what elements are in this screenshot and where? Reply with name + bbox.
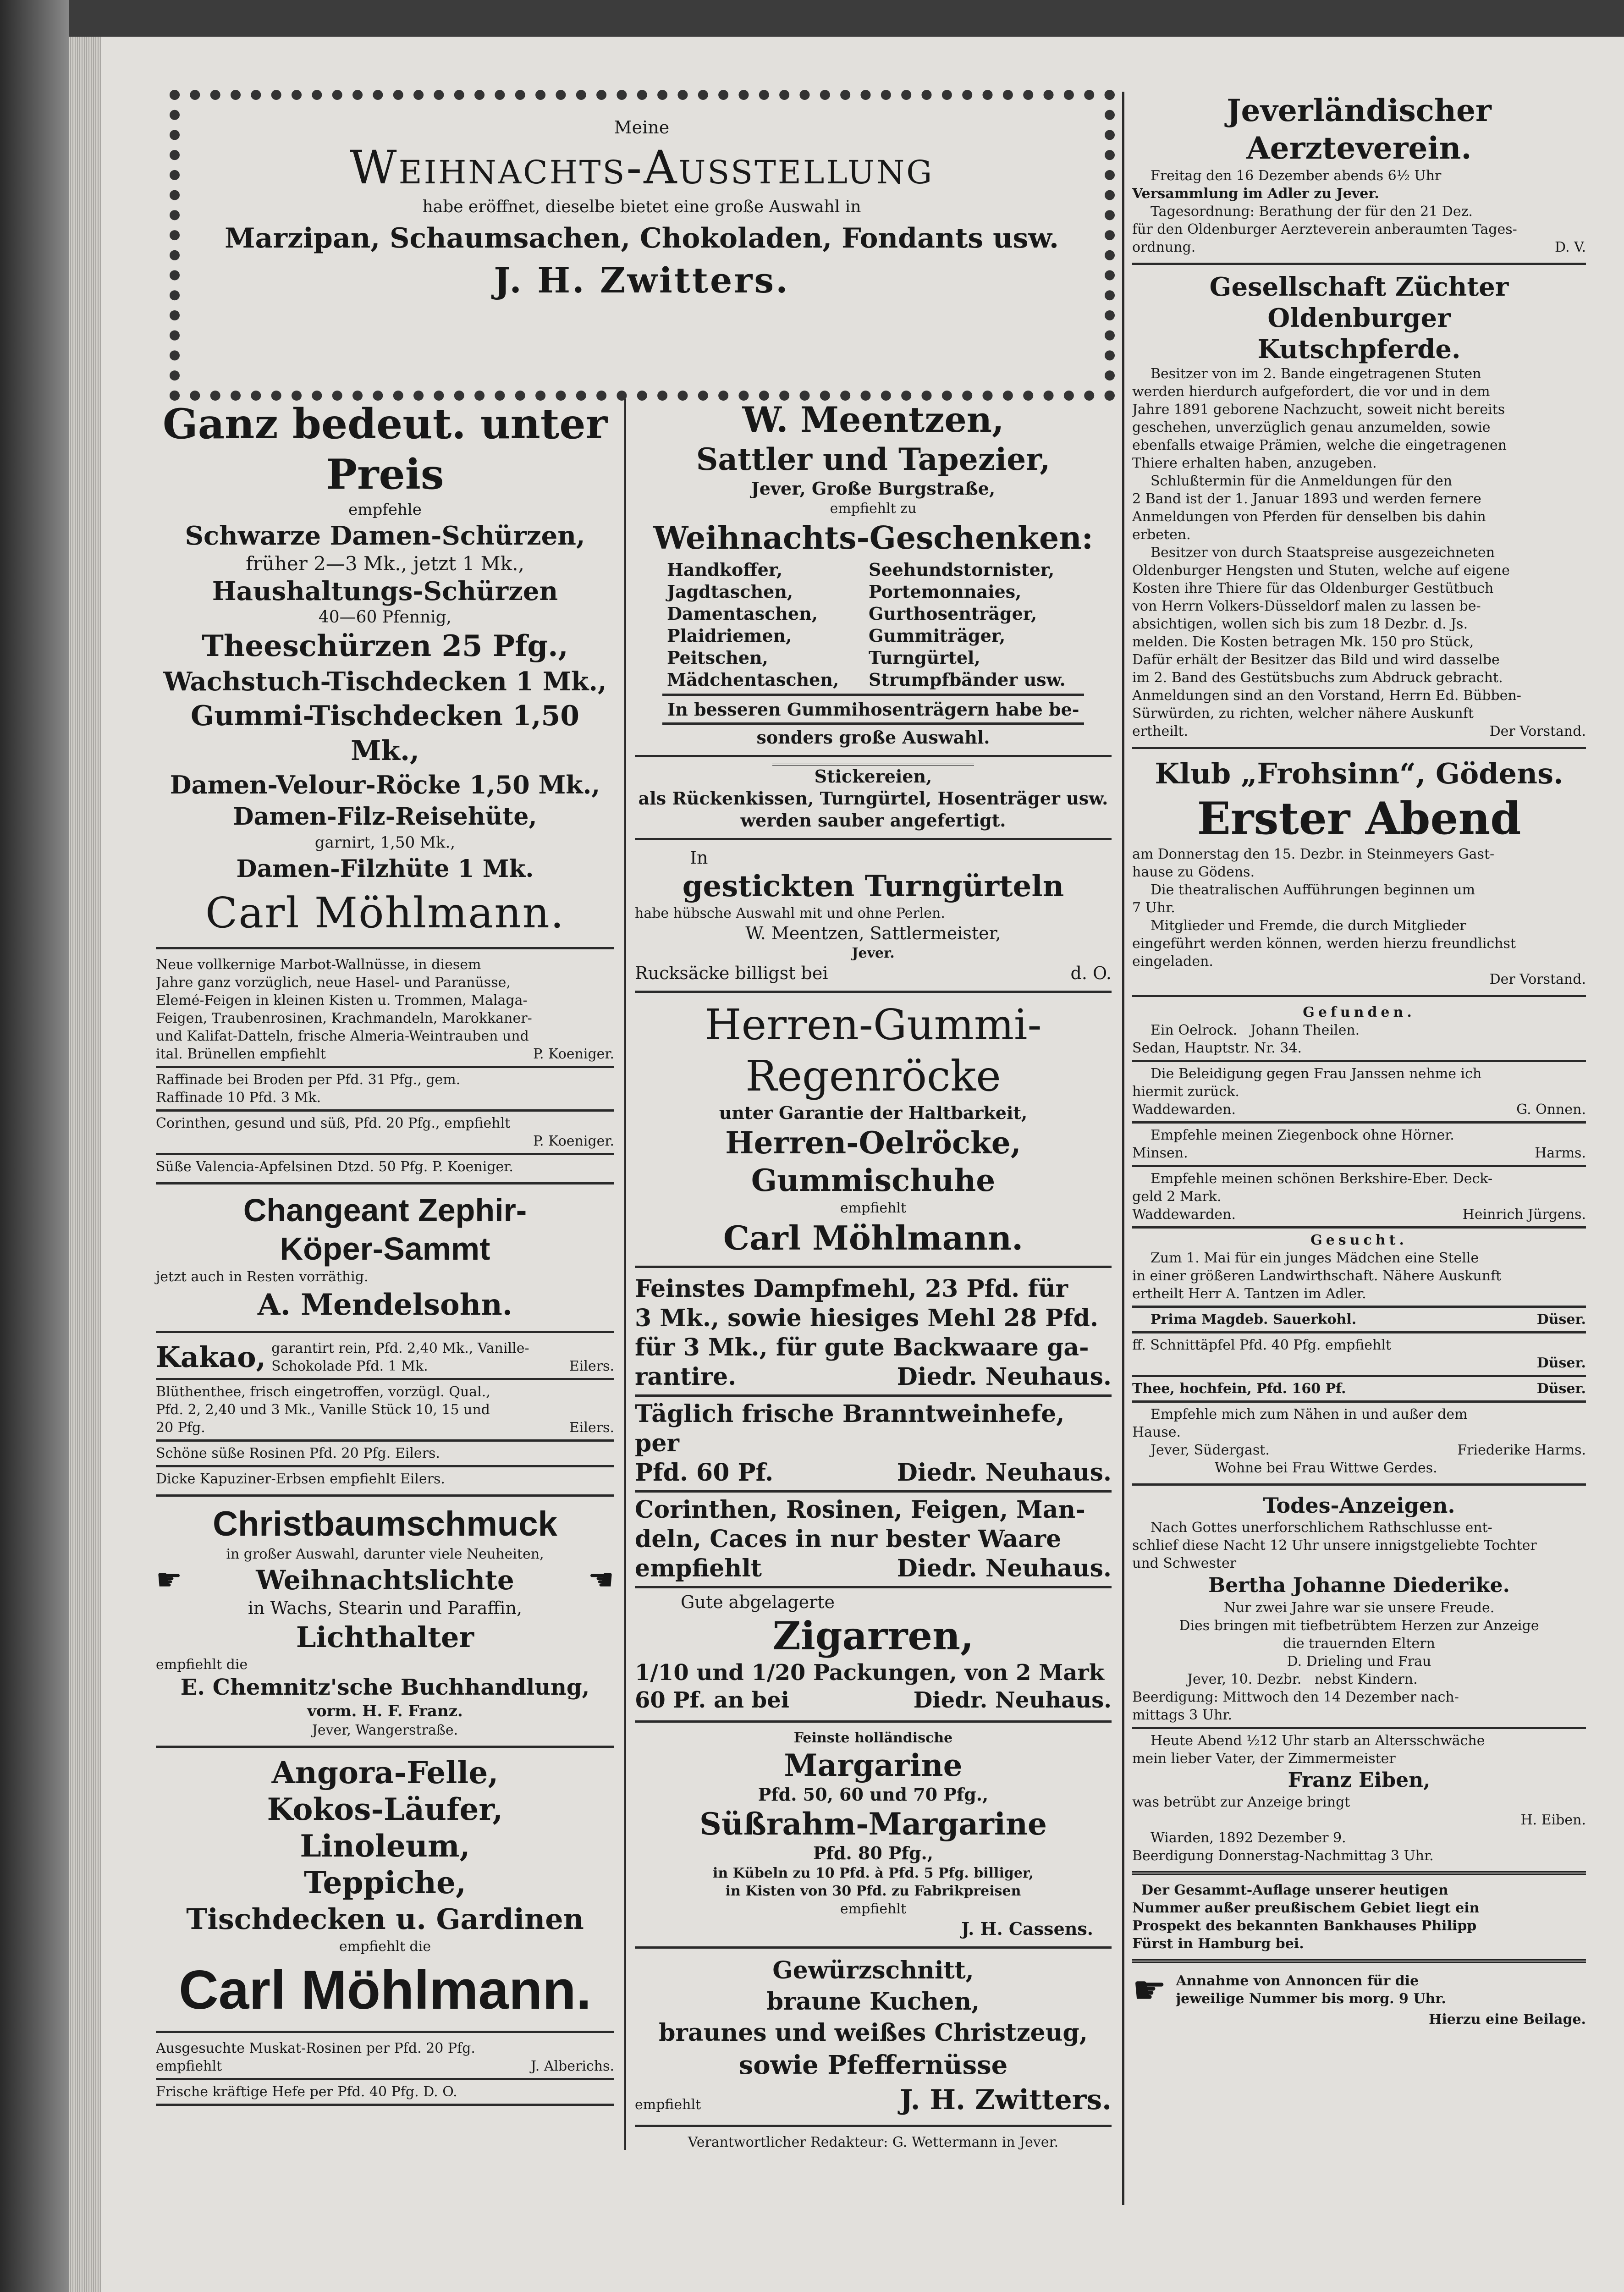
text-line: Jever, Südergast. Friederike Harms. bbox=[1151, 1442, 1586, 1458]
text-line: Rucksäcke billigst bei d. O. bbox=[635, 963, 1112, 983]
ausstellung-title: Weihnachts-Ausstellung bbox=[349, 141, 934, 194]
ad-headline: Herren-Gummi- bbox=[705, 1000, 1042, 1049]
signature: Diedr. Neuhaus. bbox=[913, 1687, 1112, 1713]
text-line: Jever, 10. Dezbr. nebst Kindern. bbox=[1187, 1671, 1418, 1687]
text-line: Raffinade bei Broden per Pfd. 31 Pfg., gem. bbox=[156, 1072, 461, 1088]
text-line: empfiehlt zu bbox=[830, 501, 917, 517]
text-line: und Schwester bbox=[1132, 1555, 1237, 1571]
ad-item: Kakao, bbox=[156, 1340, 266, 1374]
text-line: Prima Magdeb. Sauerkohl. Düser. bbox=[1151, 1311, 1586, 1328]
text-line: von Herrn Volkers-Düsseldorf malen zu lassen be- bbox=[1132, 598, 1481, 614]
ad-item: Tischdecken u. Gardinen bbox=[186, 1902, 584, 1936]
text-line: eingeführt werden können, werden hierzu freundlichst bbox=[1132, 936, 1516, 952]
ad-item: Sattler und Tapezier, bbox=[696, 441, 1051, 477]
page-edges bbox=[69, 37, 101, 2292]
text-line: schlief diese Nacht 12 Uhr unsere innigstgeliebte Tochter bbox=[1132, 1537, 1537, 1554]
list-item: Handkoffer, bbox=[667, 559, 783, 580]
text-line: Hause. bbox=[1132, 1424, 1181, 1440]
text-line: 1/10 und 1/20 Packungen, von 2 Mark bbox=[635, 1660, 1104, 1686]
text-line: eingeladen. bbox=[1132, 953, 1213, 970]
text-line: In besseren Gummihosenträgern habe be- bbox=[667, 699, 1079, 720]
text-line: Jahre 1891 geborene Nachzucht, soweit nicht bereits bbox=[1132, 402, 1505, 418]
text-line: 20 Pfg. Eilers. bbox=[156, 1420, 614, 1436]
annahme-notice bbox=[1132, 1969, 1586, 2011]
text-line: Prospekt des bekannten Bankhauses Philipp bbox=[1132, 1918, 1477, 1934]
signature: Düser. bbox=[1536, 1381, 1586, 1397]
column-rule bbox=[1122, 92, 1124, 2205]
text-line: unter Garantie der Haltbarkeit, bbox=[719, 1102, 1028, 1123]
text-line: Dicke Kapuziner-Erbsen empfiehlt Eilers. bbox=[156, 1471, 445, 1487]
ad-item: Linoleum, bbox=[300, 1828, 470, 1864]
text-line: Annahme von Annoncen für die bbox=[1176, 1973, 1419, 1989]
text-line: Dafür erhält der Besitzer das Bild und wird dasselbe bbox=[1132, 652, 1500, 668]
ad-item: braune Kuchen, bbox=[766, 1988, 980, 2016]
firm-name: E. Chemnitz'sche Buchhandlung, bbox=[180, 1675, 590, 1700]
text-line: Nach Gottes unerforschlichem Rathschlusse ent- bbox=[1151, 1520, 1492, 1536]
text-line: mittags 3 Uhr. bbox=[1132, 1707, 1232, 1723]
text-line: mein lieber Vater, der Zimmermeister bbox=[1132, 1751, 1396, 1767]
text-line: hause zu Gödens. bbox=[1132, 864, 1255, 880]
signature: D. V. bbox=[1554, 239, 1586, 255]
signature: Harms. bbox=[1535, 1145, 1586, 1161]
text-line: Empfehle meinen Ziegenbock ohne Hörner. bbox=[1151, 1127, 1454, 1143]
text-line: Empfehle mich zum Nähen in und außer dem bbox=[1151, 1406, 1468, 1422]
firm-name: J. H. Zwitters. bbox=[494, 260, 790, 301]
text-line: Jever. bbox=[852, 945, 895, 961]
text-line: Freitag den 16 Dezember abends 6½ Uhr bbox=[1151, 168, 1442, 184]
text-line: ebenfalls etwaige Prämien, welche die eingetragenen bbox=[1132, 437, 1507, 453]
kakao-ad bbox=[156, 1339, 614, 1375]
list-item: Portemonnaies, bbox=[869, 581, 1022, 602]
text-line: Pfd. 60 Pf. Diedr. Neuhaus. bbox=[635, 1459, 1112, 1487]
ad-item: Zigarren, bbox=[772, 1613, 974, 1658]
ad-item: Theeschürzen 25 Pfg., bbox=[202, 629, 568, 663]
text-line: Zum 1. Mai für ein junges Mädchen eine Stelle bbox=[1151, 1250, 1479, 1266]
text-line: Jahre ganz vorzüglich, neue Hasel- und Paranüsse, bbox=[156, 975, 511, 991]
list-item: Plaidriemen, bbox=[667, 625, 792, 646]
ad-headline: Christbaumschmuck bbox=[213, 1504, 557, 1543]
ad-item: Gummi-Tischdecken 1,50 Mk., bbox=[190, 700, 580, 767]
right-column bbox=[1132, 92, 1586, 2028]
text-line: Mitglieder und Fremde, die durch Mitglieder bbox=[1151, 918, 1466, 934]
text-line: Schlußtermin für die Anmeldungen für den bbox=[1151, 473, 1453, 489]
list-item: Gummiträger, bbox=[869, 625, 1006, 646]
text-line: Frische kräftige Hefe per Pfd. 40 Pfg. D. O. bbox=[156, 2084, 457, 2100]
signature: D. Drieling und Frau bbox=[1287, 1653, 1431, 1669]
text-line: Tagesordnung: Berathung der für den 21 Dez. bbox=[1151, 204, 1473, 220]
text-line: jetzt auch in Resten vorräthig. bbox=[156, 1269, 369, 1285]
text-line: sonders große Auswahl. bbox=[756, 727, 990, 748]
text-line: und Kalifat-Datteln, frische Almeria-Weintrauben und bbox=[156, 1028, 529, 1044]
text-line: absichtigen, wollen sich bis zum 18 Dezbr. d. Js. bbox=[1132, 616, 1468, 632]
text-line: empfiehlt J. H. Zwitters. bbox=[635, 2082, 1112, 2118]
ad-item: Schwarze Damen-Schürzen, bbox=[185, 521, 585, 551]
ad-item: gestickten Turngürteln bbox=[682, 869, 1064, 904]
ad-item: Haushaltungs-Schürzen bbox=[212, 576, 558, 606]
firm-name: A. Mendelsohn. bbox=[257, 1288, 513, 1322]
text-line: Stickereien, bbox=[772, 764, 974, 788]
signature: H. Eiben. bbox=[1520, 1812, 1586, 1828]
text-line: Besitzer von durch Staatspreise ausgezeichneten bbox=[1151, 545, 1495, 561]
text-line: Kosten ihre Thiere für das Oldenburger Gestütbuch bbox=[1132, 580, 1494, 596]
signature: Diedr. Neuhaus. bbox=[897, 1554, 1112, 1582]
text-line: erbeten. bbox=[1132, 527, 1191, 543]
text-line: was betrübt zur Anzeige bringt bbox=[1132, 1794, 1350, 1810]
ad-item: Damen-Filz-Reisehüte, bbox=[233, 803, 537, 831]
text-line: Nummer außer preußischem Gebiet liegt ein bbox=[1132, 1900, 1480, 1916]
text-line: ff. Schnittäpfel Pfd. 40 Pfg. empfiehlt bbox=[1132, 1337, 1392, 1353]
signature: J. H. Cassens. bbox=[961, 1918, 1093, 1939]
signature: G. Onnen. bbox=[1516, 1102, 1586, 1118]
text-line: Oldenburger Hengsten und Stuten, welche auf eigene bbox=[1132, 562, 1510, 579]
list-item: Gurthosenträger, bbox=[869, 603, 1037, 624]
list-item: Strumpfbänder usw. bbox=[869, 669, 1066, 690]
text-line: für 3 Mk., für gute Backwaare ga- bbox=[635, 1333, 1089, 1361]
text-line: Schokolade Pfd. 1 Mk. Eilers. bbox=[271, 1358, 614, 1374]
text-line: im 2. Band des Gestütsbuchs zum Abdruck gebracht. bbox=[1132, 670, 1503, 686]
signature: W. Meentzen, Sattlermeister, bbox=[745, 923, 1001, 943]
text-line: als Rückenkissen, Turngürtel, Hosenträger usw. bbox=[638, 788, 1108, 809]
signature: Düser. bbox=[1536, 1355, 1586, 1371]
firm-name: vorm. H. F. Franz. bbox=[307, 1702, 463, 1720]
text-line: werden sauber angefertigt. bbox=[740, 810, 1006, 831]
text-line: in großer Auswahl, darunter viele Neuheiten, bbox=[226, 1546, 544, 1562]
text-line: 7 Uhr. bbox=[1132, 900, 1175, 916]
text-line: Minsen. Harms. bbox=[1132, 1145, 1586, 1161]
text-line: garantirt rein, Pfd. 2,40 Mk., Vanille- bbox=[271, 1340, 529, 1356]
pointing-hand-right-icon: ☛ bbox=[156, 1563, 182, 1597]
deceased-name: Franz Eiben, bbox=[1288, 1769, 1431, 1792]
ad-text: empfehle bbox=[348, 501, 422, 519]
text-line: Elemé-Feigen in kleinen Kisten u. Trommen, Malaga- bbox=[156, 992, 528, 1008]
text-line: Hierzu eine Beilage. bbox=[1429, 2011, 1586, 2028]
text-line: Neue vollkernige Marbot-Wallnüsse, in diesem bbox=[156, 957, 481, 973]
list-item: Seehundstornister, bbox=[869, 559, 1055, 580]
text-line: empfiehlt die bbox=[339, 1939, 431, 1955]
text-line: Feinste holländische bbox=[793, 1730, 953, 1746]
item-list bbox=[635, 559, 1112, 691]
text-line: In bbox=[690, 848, 708, 868]
signature: d. O. bbox=[1070, 963, 1112, 983]
text-line: Dies bringen mit tiefbetrübtem Herzen zur Anzeige bbox=[1179, 1618, 1539, 1634]
ad-item: Wachstuch-Tischdecken 1 Mk., bbox=[163, 667, 607, 697]
text-line: in einer größeren Landwirthschaft. Nähere Auskunft bbox=[1132, 1268, 1502, 1284]
ad-item: Teppiche, bbox=[303, 1865, 467, 1901]
signature: Düser. bbox=[1536, 1311, 1586, 1328]
signature: P. Koeniger. bbox=[533, 1133, 614, 1149]
signature: Der Vorstand. bbox=[1489, 723, 1586, 739]
firm-name: Carl Möhlmann. bbox=[178, 1959, 592, 2021]
text-line: 2 Band ist der 1. Januar 1893 und werden fernere bbox=[1132, 491, 1481, 507]
column-rule bbox=[624, 399, 626, 2150]
ad-headline: Regenröcke bbox=[745, 1052, 1001, 1101]
text-line: Pfd. 2, 2,40 und 3 Mk., Vanille Stück 10, 15 und bbox=[156, 1402, 490, 1418]
text-line: Wiarden, 1892 Dezember 9. bbox=[1151, 1830, 1346, 1846]
text-line: Wohne bei Frau Wittwe Gerdes. bbox=[1215, 1460, 1437, 1476]
text-line: in Kübeln zu 10 Pfd. à Pfd. 5 Pfg. billiger, bbox=[713, 1865, 1034, 1881]
list-item: Damentaschen, bbox=[667, 603, 818, 624]
text-line: Süße Valencia-Apfelsinen Dtzd. 50 Pfg. P. Koeniger. bbox=[156, 1159, 513, 1175]
text-line: am Donnerstag den 15. Dezbr. in Steinmeyers Gast- bbox=[1132, 846, 1495, 862]
text-line: empfiehlt bbox=[840, 1200, 907, 1216]
ad-item: Gummischuhe bbox=[751, 1163, 996, 1198]
text-line: jeweilige Nummer bis morg. 9 Uhr. bbox=[1176, 1991, 1446, 2007]
firm-name: W. Meentzen, bbox=[742, 399, 1004, 440]
text-line: hiermit zurück. bbox=[1132, 1084, 1239, 1100]
text-line: geld 2 Mark. bbox=[1132, 1189, 1222, 1205]
text-line: Jever, Große Burgstraße, bbox=[751, 478, 996, 499]
text-line: für den Oldenburger Aerzteverein anberaumten Tages- bbox=[1132, 221, 1517, 237]
signature: Eilers. bbox=[569, 1420, 614, 1436]
signature: Heinrich Jürgens. bbox=[1462, 1207, 1586, 1223]
text-line: habe hübsche Auswahl mit und ohne Perlen. bbox=[635, 905, 945, 921]
text-line: Pfd. 80 Pfg., bbox=[813, 1843, 933, 1863]
list-item: Jagdtaschen, bbox=[667, 581, 793, 602]
left-column bbox=[156, 399, 614, 2109]
ad-item: Kokos-Läufer, bbox=[267, 1791, 503, 1827]
text-line: Anmeldungen sind an den Vorstand, Herrn Ed. Bübben- bbox=[1132, 688, 1521, 704]
text-line: Anmeldungen von Pferden für denselben bis dahin bbox=[1132, 509, 1486, 525]
signature: Der Vorstand. bbox=[1489, 971, 1586, 987]
ad-headline: Köper-Sammt bbox=[280, 1231, 490, 1267]
text-line: ertheilt Herr A. Tantzen im Adler. bbox=[1132, 1286, 1366, 1302]
text-line: Feigen, Traubenrosinen, Krachmandeln, Marokkaner- bbox=[156, 1010, 532, 1026]
ad-headline: Gesellschaft Züchter Oldenburger bbox=[1209, 272, 1509, 333]
firm-name: Carl Möhlmann. bbox=[723, 1218, 1024, 1257]
text-line: Pfd. 50, 60 und 70 Pfg., bbox=[758, 1784, 989, 1805]
text-line: deln, Caces in nur bester Waare bbox=[635, 1525, 1062, 1553]
text-line: Die Beleidigung gegen Frau Janssen nehme ich bbox=[1151, 1066, 1482, 1082]
text-line: Jever, Wangerstraße. bbox=[312, 1722, 458, 1738]
pointing-hand-right-icon: ☛ bbox=[1132, 1967, 1167, 2012]
ad-item: Margarine bbox=[784, 1747, 963, 1783]
text-line: Sürwürden, zu richten, welcher nähere Auskunft bbox=[1132, 705, 1474, 722]
ad-item: Damen-Filzhüte 1 Mk. bbox=[236, 855, 534, 883]
ad-item: Herren-Oelröcke, bbox=[725, 1125, 1021, 1161]
text-line: Der Gesammt-Auflage unserer heutigen bbox=[1141, 1882, 1448, 1898]
text-line: Sedan, Hauptstr. Nr. 34. bbox=[1132, 1040, 1302, 1056]
text-line: in Wachs, Stearin und Paraffin, bbox=[248, 1598, 523, 1618]
text-line: Heute Abend ½12 Uhr starb an Altersschwäche bbox=[1151, 1733, 1485, 1749]
text-line: Ausgesuchte Muskat-Rosinen per Pfd. 20 Pfg. bbox=[156, 2040, 475, 2056]
section-heading: Todes-Anzeigen. bbox=[1263, 1493, 1455, 1518]
ad-text: früher 2—3 Mk., jetzt 1 Mk., bbox=[246, 552, 524, 575]
ad-headline: Kutschpferde. bbox=[1257, 334, 1461, 364]
text-line: die trauernden Eltern bbox=[1283, 1636, 1435, 1652]
text-line: in Kisten von 30 Pfd. zu Fabrikpreisen bbox=[725, 1883, 1021, 1899]
signature: P. Koeniger. bbox=[533, 1046, 614, 1062]
ad-item: Süßrahm-Margarine bbox=[699, 1806, 1047, 1842]
signature: Diedr. Neuhaus. bbox=[897, 1363, 1112, 1391]
section-heading: Gefunden. bbox=[1303, 1004, 1415, 1020]
text-line: ertheilt. Der Vorstand. bbox=[1132, 723, 1586, 739]
text-line: Gute abgelagerte bbox=[681, 1592, 835, 1612]
text-line: Beerdigung: Mittwoch den 14 Dezember nach- bbox=[1132, 1689, 1459, 1705]
ad-headline: Jeverländischer Aerzteverein. bbox=[1227, 93, 1492, 166]
text-line: 3 Mk., sowie hiesiges Mehl 28 Pfd. bbox=[635, 1304, 1099, 1332]
text-line: Thiere erhalten haben, anzugeben. bbox=[1132, 455, 1377, 471]
book-binding bbox=[0, 0, 69, 2292]
list-item: Peitschen, bbox=[667, 647, 768, 668]
ad-item: sowie Pfeffernüsse bbox=[738, 2050, 1008, 2080]
ad-item: Weihnachtslichte bbox=[256, 1565, 514, 1596]
text-line: Versammlung im Adler zu Jever. bbox=[1132, 186, 1379, 202]
deceased-name: Bertha Johanne Diederike. bbox=[1208, 1574, 1510, 1597]
text-line: 60 Pf. an bei Diedr. Neuhaus. bbox=[635, 1687, 1112, 1713]
text-line: Feinstes Dampfmehl, 23 Pfd. für bbox=[635, 1275, 1068, 1303]
text-line: empfiehlt J. Alberichs. bbox=[156, 2058, 614, 2074]
signature: J. H. Zwitters. bbox=[899, 2084, 1112, 2116]
text-line: Besitzer von im 2. Bande eingetragenen Stuten bbox=[1151, 366, 1481, 382]
text-line: Raffinade 10 Pfd. 3 Mk. bbox=[156, 1090, 321, 1106]
text-line: geschehen, unverzüglich genau anzumelden, sowie bbox=[1132, 419, 1491, 435]
text-line: ital. Brünellen empfiehlt P. Koeniger. bbox=[156, 1046, 614, 1062]
ad-text: garnirt, 1,50 Mk., bbox=[314, 833, 456, 852]
text-line: Blüthenthee, frisch eingetroffen, vorzügl. Qual., bbox=[156, 1384, 490, 1400]
text-line: Fürst in Hamburg bei. bbox=[1132, 1936, 1304, 1952]
text-line: empfiehlt die bbox=[156, 1657, 248, 1673]
ad-headline: Klub „Frohsinn“, Gödens. bbox=[1155, 757, 1563, 790]
firm-name: Carl Möhlmann. bbox=[205, 888, 565, 937]
text-line: Corinthen, gesund und süß, Pfd. 20 Pfg., empfiehlt bbox=[156, 1115, 511, 1131]
ad-headline: Ganz bedeut. unter Preis bbox=[162, 400, 608, 499]
text-line: Schöne süße Rosinen Pfd. 20 Pfg. Eilers. bbox=[156, 1445, 440, 1461]
meine-label: Meine bbox=[614, 117, 670, 138]
ad-item: Lichthalter bbox=[296, 1620, 474, 1654]
ad-headline: Changeant Zephir- bbox=[243, 1192, 527, 1228]
text-line: werden hierdurch aufgefordert, die vor und in dem bbox=[1132, 384, 1490, 400]
pointing-hand-left-icon: ☚ bbox=[588, 1563, 614, 1597]
text-line: Nur zwei Jahre war sie unsere Freude. bbox=[1223, 1600, 1495, 1616]
text-line: rantire. Diedr. Neuhaus. bbox=[635, 1363, 1112, 1391]
text-line: Waddewarden. Heinrich Jürgens. bbox=[1132, 1207, 1586, 1223]
ad-item: Angora-Felle, bbox=[271, 1755, 499, 1791]
text-line: Täglich frische Branntweinhefe, per bbox=[635, 1400, 1065, 1457]
text-line: ordnung. D. V. bbox=[1132, 239, 1586, 255]
signature: Eilers. bbox=[569, 1358, 614, 1374]
list-item: Turngürtel, bbox=[869, 647, 980, 668]
text-line: Thee, hochfein, Pfd. 160 Pf. Düser. bbox=[1132, 1381, 1586, 1397]
signature: Friederike Harms. bbox=[1457, 1442, 1586, 1458]
ad-products: Marzipan, Schaumsachen, Chokoladen, Fondants usw. bbox=[225, 222, 1059, 254]
ad-text: habe eröffnet, dieselbe bietet eine große Auswahl in bbox=[422, 198, 861, 216]
text-line: Die theatralischen Aufführungen beginnen um bbox=[1151, 882, 1475, 898]
text-line: melden. Die Kosten betragen Mk. 150 pro Stück, bbox=[1132, 634, 1474, 650]
weihnachts-ad bbox=[193, 115, 1091, 303]
text-line: empfiehlt bbox=[840, 1901, 907, 1917]
list-item: Mädchentaschen, bbox=[667, 669, 839, 690]
ad-item: Damen-Velour-Röcke 1,50 Mk., bbox=[170, 770, 600, 799]
lichte-row bbox=[156, 1563, 614, 1597]
text-line: Empfehle meinen schönen Berkshire-Eber. Deck- bbox=[1151, 1171, 1493, 1187]
text-line: Beerdigung Donnerstag-Nachmittag 3 Uhr. bbox=[1132, 1848, 1434, 1864]
signature: J. Alberichs. bbox=[531, 2058, 614, 2074]
ad-headline: Weihnachts-Geschenken: bbox=[653, 520, 1093, 556]
text-line: Corinthen, Rosinen, Feigen, Man- bbox=[635, 1496, 1085, 1524]
section-heading: Gesucht. bbox=[1310, 1232, 1408, 1248]
ad-headline: Erster Abend bbox=[1197, 793, 1521, 844]
ad-text: 40—60 Pfennig, bbox=[318, 608, 452, 627]
signature: Diedr. Neuhaus. bbox=[897, 1459, 1112, 1487]
text-line: Ein Oelrock. Johann Theilen. bbox=[1151, 1022, 1360, 1038]
text-line: Waddewarden. G. Onnen. bbox=[1132, 1102, 1586, 1118]
ad-item: braunes und weißes Christzeug, bbox=[659, 2019, 1088, 2047]
imprint-line: Verantwortlicher Redakteur: G. Wettermann in Jever. bbox=[688, 2134, 1059, 2150]
text-line: empfiehlt Diedr. Neuhaus. bbox=[635, 1554, 1112, 1582]
ad-item: Gewürzschnitt, bbox=[772, 1956, 974, 1984]
middle-column bbox=[635, 399, 1112, 2151]
